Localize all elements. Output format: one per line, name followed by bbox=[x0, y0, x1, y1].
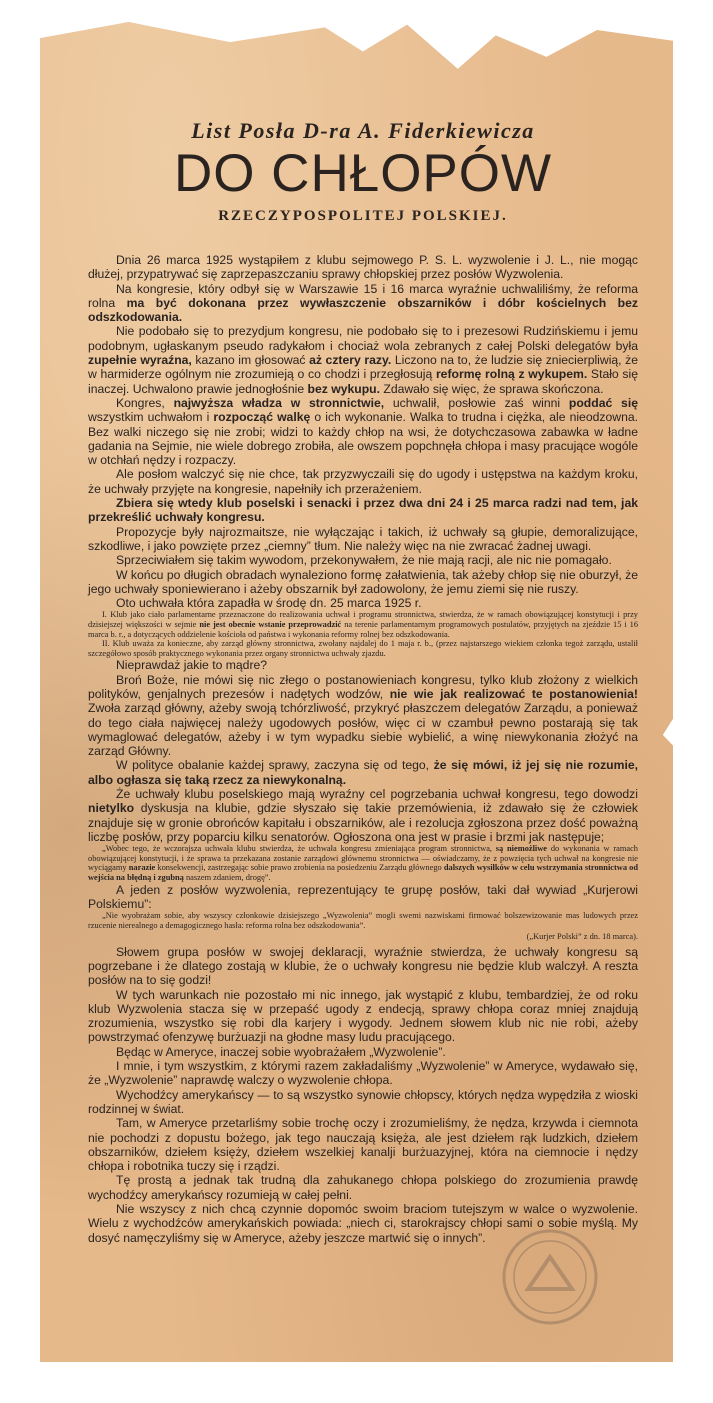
text: I. Klub jako ciało parlamentarne przeznaczone do realizowania uchwał i programu stronnictwa, stwierdza, że w ramach obowiązującej konstytucji i przy dzisiejszej większości w sejmie bbox=[88, 610, 638, 630]
text: W tych warunkach nie pozostało mi nic innego, jak wystąpić z klubu, tembardziej, że od roku klub Wyzwolenia stacza się w przepaść ugody z endecją, sprawy chłopa coraz mniej znajdują zrozumienia, wszystko się robi dla karjery i wygody. Jednem słowem klub nic nie robi, ażeby powstrzymać ofenzywę burżuazji na głodne masy ludu pracującego. bbox=[88, 987, 638, 1045]
paragraph bbox=[88, 596, 638, 610]
text: Liczono na to, że ludzie się zniecierpliwią, że w harmiderze ogólnym nie zrozumieją o co chodzi i przegłosują bbox=[88, 353, 639, 382]
bold-text: Zbiera się wtedy klub poselski i senacki i przez dwa dni 24 i 25 marca radzi nad tem, jak przekreślić uchwały kongresu. bbox=[88, 496, 638, 525]
bold-text: bez wykupu. bbox=[307, 381, 380, 396]
main-title: DO CHŁOPÓW bbox=[173, 144, 553, 203]
text: Na kongresie, który odbył się w Warszawie 15 i 16 marca wyraźnie uchwaliliśmy, że reforma rolna bbox=[88, 281, 638, 310]
paragraph bbox=[88, 1202, 638, 1245]
bold-text: nietylko bbox=[88, 801, 135, 816]
body-section-1 bbox=[88, 253, 638, 610]
quote-paragraph bbox=[88, 911, 638, 930]
bold-text: aż cztery razy. bbox=[309, 353, 392, 368]
paragraph bbox=[88, 553, 638, 567]
paragraph bbox=[88, 1059, 638, 1088]
subtitle: RZECZYPOSPOLITEJ POLSKIEJ. bbox=[218, 208, 508, 224]
paragraph bbox=[88, 988, 638, 1045]
paragraph bbox=[88, 496, 638, 525]
text: Ale posłom walczyć się nie chce, tak przyzwyczaili się do ugody i ustępstwa na każdym kroku, że uchwały przyjęte na kongresie, napełniły ich przerażeniem. bbox=[88, 467, 638, 496]
text: Propozycje były najrozmaitsze, nie wyłączając i takich, iż uchwały są głupie, demoralizujące, szkodliwe, i jako powzięte przez „ciemny” tłum. Nie należy więc na nie zwracać żadnej uwagi. bbox=[88, 524, 638, 553]
text: W końcu po długich obradach wynaleziono formę załatwienia, tak ażeby chłop się nie oburzył, że jego uchwały sponiewierano i ażeby obszarnik był zadowolony, że jemu ziemi się nie ruszy. bbox=[88, 567, 638, 596]
text: Sprzeciwiałem się takim wywodom, przekonywałem, że nie mają racji, ale nic nie pomagało. bbox=[116, 553, 612, 568]
paragraph bbox=[88, 525, 638, 554]
text: Stało się inaczej. Uchwalono prawie jednogłośnie bbox=[88, 367, 638, 396]
text: o ich wykonanie. Walka to trudna i ciężka, ale nieodzowna. Bez walki niczego się nie zrobi; widzi to każdy chłop na wsi, że dotychczasowa zabawka w ładne gadania na Sejmie, nie wiele dobrego zrobiła, ale owszem popchnęła chłopa i masy pracujące wogóle w otchłań nędzy i rozpaczy. bbox=[88, 410, 639, 468]
paragraph bbox=[88, 1045, 638, 1059]
paragraph bbox=[88, 883, 638, 912]
bold-text: poddać się bbox=[568, 395, 638, 410]
text: Nie wszyscy z nich chcą czynnie dopomóc swoim braciom tutejszym w walce o wyzwolenie. Wielu z wychodźców amerykańskich powiada: „niech ci, starokrajscy chłopi sami o sobie myślą. My dosyć namęczyliśmy się w Ameryce, ażeby jeszcze martwić się o innych”. bbox=[88, 1202, 638, 1245]
quote-source: („Kurjer Polski” z dn. 18 marca). bbox=[526, 932, 638, 942]
text: Tę prostą a jednak tak trudną dla zahukanego chłopa polskiego do zrozumienia prawdę wychodźcy amerykańscy rozumieją w całej pełni. bbox=[88, 1173, 638, 1202]
paragraph bbox=[88, 568, 638, 597]
quote-paragraph bbox=[88, 844, 638, 882]
text: do wykonania w ramach obowiązującej konstytucji, i że sprawa ta przekazana zostanie zarządowi głównemu stronnictwa — oświadczamy, że z powzięcia tych uchwał na kongresie nie wyciągamy bbox=[88, 844, 638, 873]
text: Tam, w Ameryce przetarliśmy sobie trochę oczy i zrozumieliśmy, że nędza, krzywda i ciemnota nie pochodzi z dopustu bożego, jak tego nauczają księża, ale jest dziełem rąk ludzkich, dziełem obszarników, dziełem księży, dziełem wszelkiej kanalji burżuazyjnej, która na ciemnocie i nędzy chłopa i robotnika tuczy się i rządzi. bbox=[88, 1116, 638, 1174]
quote-kurjer bbox=[88, 911, 638, 930]
body-section-3 bbox=[88, 945, 638, 1245]
paragraph bbox=[88, 253, 638, 282]
bold-text: nie jest obecnie wstanie przeprowadzić bbox=[199, 620, 342, 630]
text: II. Klub uważa za konieczne, aby zarząd główny stronnictwa, zwołany najdalej do 1 maja r. b., (przez najstarszego wiekiem członka tegoż zarządu, ustalił szczegółowo sposób praktycznego wykonania przez organy stronnictwa uchwały zjazdu. bbox=[88, 639, 638, 658]
paragraph bbox=[88, 758, 638, 787]
resolution-point bbox=[88, 639, 638, 658]
paragraph bbox=[88, 324, 638, 395]
bold-text: ma być dokonana przez wywłaszczenie obszarników i dóbr kościelnych bez odszkodowania. bbox=[88, 295, 638, 325]
paragraph bbox=[88, 1173, 638, 1202]
text: wszystkim uchwałom i bbox=[88, 410, 214, 425]
paragraph bbox=[88, 1116, 638, 1173]
text: Będąc w Ameryce, inaczej sobie wyobrażałem „Wyzwolenie”. bbox=[116, 1044, 446, 1059]
paragraph bbox=[88, 467, 638, 496]
text: Broń Boże, nie mówi się nic złego o postanowieniach kongresu, tylko klub złożony z wielkich polityków, genjalnych prezesów i nadętych wodzów, bbox=[88, 672, 638, 701]
text: Słowem grupa posłów w swojej deklaracji, wyraźnie stwierdza, że uchwały kongresu są pogrzebane i że dlatego zostają w klubie, że o uchwały kongresu nie będzie klub walczył. A reszta posłów na to się godzi! bbox=[88, 944, 638, 988]
text: konsekwencji, zastrzegając sobie prawo zrobienia na posiedzeniu Zarządu głównego bbox=[155, 863, 444, 873]
leaflet-content bbox=[88, 118, 638, 1245]
body-kurjer-paragraph bbox=[88, 883, 638, 912]
text: Nieprawdaż jakie to mądre? bbox=[116, 658, 268, 673]
text: Oto uchwała która zapadła w środę dn. 25 marca 1925 r. bbox=[116, 596, 422, 611]
letter-body bbox=[88, 253, 638, 1245]
resolution-text bbox=[88, 610, 638, 658]
text: Zdawało się więc, że sprawa skończona. bbox=[379, 381, 604, 396]
bold-text: że się mówi, iż jej się nie rozumie, albo ogłasza się taką rzecz za niewykonalną. bbox=[88, 758, 638, 787]
text: Dnia 26 marca 1925 wystąpiłem z klubu sejmowego P. S. L. wyzwolenie i J. L., nie mogąc dłużej, przypatrywać się zaprzepaszczaniu sprawy chłopskiej przez posłów Wyzwolenia. bbox=[88, 253, 638, 282]
bold-text: najwyższa władza w stronnictwie, bbox=[173, 395, 385, 410]
letter-heading: List Posła D-ra A. Fiderkiewicza bbox=[191, 118, 535, 143]
text: I mnie, i tym wszystkim, z którymi razem zakładaliśmy „Wyzwolenie” w Ameryce, wydawało się, że „Wyzwolenie” naprawdę walczy o wyzwolenie chłopa. bbox=[88, 1059, 638, 1088]
text: dyskusja na klubie, gdzie słyszało się takie przemówienia, iż zdawało się że człowiek znajduje się w gronie obrońców kapitału i obszarników, ale i rezolucja zgłoszona przez dość poważną liczbę posłów, przy poparciu kilku senatorów. Ogłoszona ona jest w prasie i brzmi jak następuje; bbox=[88, 801, 638, 844]
body-section-2 bbox=[88, 658, 638, 844]
text: kazano im głosować bbox=[191, 353, 310, 368]
bold-text: nie wie jak realizować te postanowienia! bbox=[389, 686, 638, 701]
text: A jeden z posłów wyzwolenia, reprezentujący te grupę posłów, taki dał wywiad „Kurjerowi Polskiemu”: bbox=[88, 882, 638, 911]
text: Wychodźcy amerykańscy — to są wszystko synowie chłopscy, których nędza wypędziła z wioski rodzinnej w świat. bbox=[88, 1087, 638, 1116]
text: Nie podobało się to prezydjum kongresu, nie podobało się to i prezesowi Rudzińskiemu i jemu podobnym, ugłaskanym pseudo radykałom i chociaż wola zebranych z całej Polski delegatów była bbox=[88, 324, 638, 353]
paragraph bbox=[88, 787, 638, 844]
text: Kongres, bbox=[116, 395, 174, 410]
paragraph bbox=[88, 1088, 638, 1117]
text: „Wobec tego, że wczorajsza uchwała klubu stwierdza, że uchwała kongresu zmieniająca program stronnictwa, bbox=[102, 844, 496, 854]
bold-text: rozpocząć walkę bbox=[213, 410, 311, 425]
paragraph bbox=[88, 945, 638, 988]
text: Zwoła zarząd główny, ażeby swoją tchórzliwość, przykryć płaszczem delegatów Zarządu, a ponieważ do tego ciała najwięcej należy ugodowych posłów, więc ci w czambuł pewno postarają się tak wymaglować delegatów, ażeby i w tym wypadku siebie wybielić, a winę niewykonania złożyć na zarząd Główny. bbox=[88, 701, 638, 759]
paragraph bbox=[88, 282, 638, 325]
text: uchwalił, posłowie zaś winni bbox=[384, 395, 569, 410]
bold-text: są niemożliwe bbox=[495, 844, 548, 854]
bold-text: zupełnie wyraźna, bbox=[88, 353, 192, 368]
bold-text: dalszych wysiłków w celu wstrzymania stronnictwa od wejścia na błędną i zgubną bbox=[88, 863, 639, 883]
paragraph bbox=[88, 673, 638, 759]
text: naszem zdaniem, drogę”. bbox=[183, 873, 271, 883]
text: na terenie parlamentarnym programowych postulatów, przyjętych na zjeździe 15 i 16 marca b. r., a dotyczących oddzielenie kościoła od państwa i wykonania reformy rolnej bez odszkodowania. bbox=[88, 620, 639, 639]
text: „Nie wyobrażam sobie, aby wszyscy członkowie dzisiejszego „Wyzwolenia” mogli swemi nazwiskami firmować bolszewizowanie mas ludowych przez rzucenie nierealnego a demagogicznego hasła: reforma rolna bez odszkodowania”. bbox=[88, 911, 638, 930]
bold-text: reformę rolną z wykupem. bbox=[435, 367, 588, 382]
resolution-point bbox=[88, 610, 638, 639]
paragraph bbox=[88, 396, 638, 467]
text: W polityce obalanie każdej sprawy, zaczyna się od tego, bbox=[116, 758, 434, 773]
bold-text: narazie bbox=[128, 863, 156, 873]
text: Że uchwały klubu poselskiego mają wyraźny cel pogrzebania uchwał kongresu, tego dowodzi bbox=[116, 787, 638, 802]
quote-resolution bbox=[88, 844, 638, 882]
paragraph bbox=[88, 658, 638, 672]
